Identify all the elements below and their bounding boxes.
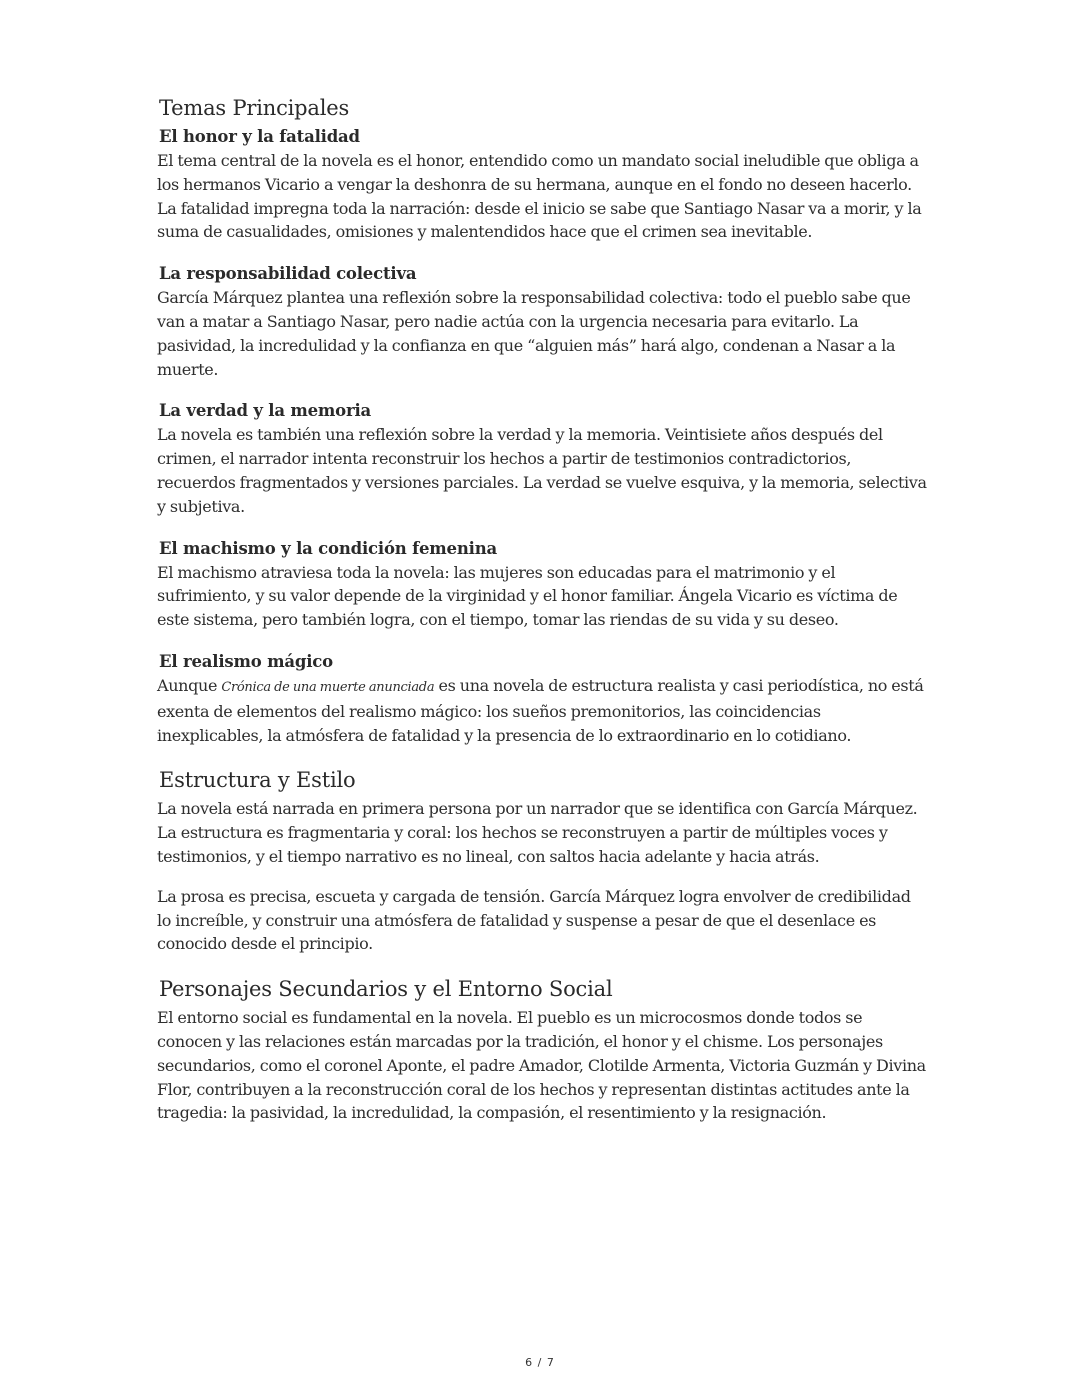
subsection-verdad-memoria — [157, 399, 927, 518]
text-run: Aunque — [157, 675, 222, 695]
paragraph: El entorno social es fundamental en la novela. El pueblo es un microcosmos donde todos se conocen y las relaciones están marcadas por la tradición, el honor y el chisme. Los personajes secundarios, como el coronel Aponte, el padre Amador, Clotilde Armenta, Victoria Guzmán y Divina Flor, contribuyen a la reconstrucción coral de los hechos y representan distintas actitudes ante la tragedia: la pasividad, la incredulidad, la compasión, el resentimiento y la resignación. — [157, 1008, 926, 1123]
subsection-heading: El realismo mágico — [159, 651, 333, 671]
paragraph: La prosa es precisa, escueta y cargada de tensión. García Márquez logra envolver de credibilidad lo increíble, y construir una atmósfera de fatalidad y suspense a pesar de que el desenlace es conocido desde el principio. — [157, 886, 911, 954]
paragraph: García Márquez plantea una reflexión sobre la responsabilidad colectiva: todo el pueblo sabe que van a matar a Santiago Nasar, pero nadie actúa con la urgencia necesaria para evitarlo. La pasividad, la incredulidad y la confianza en que “alguien más” hará algo, condenan a Nasar a la muerte. — [157, 288, 911, 379]
section-heading: Personajes Secundarios y el Entorno Social — [159, 977, 613, 1002]
section-heading: Estructura y Estilo — [159, 768, 356, 793]
subsection-responsabilidad-colectiva — [157, 262, 927, 381]
subsection-honor-fatalidad — [157, 125, 927, 244]
subsection-realismo-magico — [157, 650, 927, 747]
subsection-heading: La responsabilidad colectiva — [159, 264, 417, 284]
section-temas-principales — [157, 93, 927, 747]
paragraph: La novela está narrada en primera persona por un narrador que se identifica con García Márquez. La estructura es fragmentaria y coral: los hechos se reconstruyen a partir de múltiples voces y testimonios, y el tiempo narrativo es no lineal, con saltos hacia adelante y hacia atrás. — [157, 799, 918, 866]
page-number: 6 / 7 — [525, 1356, 555, 1369]
book-title: Crónica de una muerte anunciada — [221, 679, 435, 695]
subsection-heading: El honor y la fatalidad — [159, 127, 360, 146]
section-personajes-secundarios — [157, 974, 927, 1125]
section-estructura-estilo — [157, 765, 927, 956]
paragraph — [157, 674, 927, 747]
paragraph: El machismo atraviesa toda la novela: las mujeres son educadas para el matrimonio y el sufrimiento, y su valor depende de la virginidad y el honor familiar. Ángela Vicario es víctima de este sistema, pero también logra, con el tiempo, tomar las riendas de su vida y su deseo. — [157, 562, 898, 630]
subsection-heading: La verdad y la memoria — [159, 401, 372, 421]
subsection-machismo — [157, 537, 927, 632]
paragraph: El tema central de la novela es el honor, entendido como un mandato social ineludible que obliga a los hermanos Vicario a vengar la deshonra de su hermana, aunque en el fondo no deseen hacerlo. La fatalidad impregna toda la narración: desde el inicio se sabe que Santiago Nasar va a morir, y la suma de casualidades, omisiones y malentendidos hace que el crimen sea inevitable. — [157, 151, 922, 242]
subsection-heading: El machismo y la condición femenina — [159, 538, 498, 558]
section-heading: Temas Principales — [159, 96, 350, 120]
paragraph: La novela es también una reflexión sobre la verdad y la memoria. Veintisiete años después del crimen, el narrador intenta reconstruir los hechos a partir de testimonios contradictorios, recuerdos fragmentados y versiones parciales. La verdad se vuelve esquiva, y la memoria, selectiva y subjetiva. — [157, 425, 927, 516]
text-run: es una novela de estructura realista y casi periodística, no está exenta de elementos del realismo mágico: los sueños premonitorios, las coincidencias inexplicables, la atmósfera de fatalidad y la presencia de lo extraordinario en lo cotidiano. — [157, 675, 924, 745]
document-page — [157, 93, 927, 1143]
